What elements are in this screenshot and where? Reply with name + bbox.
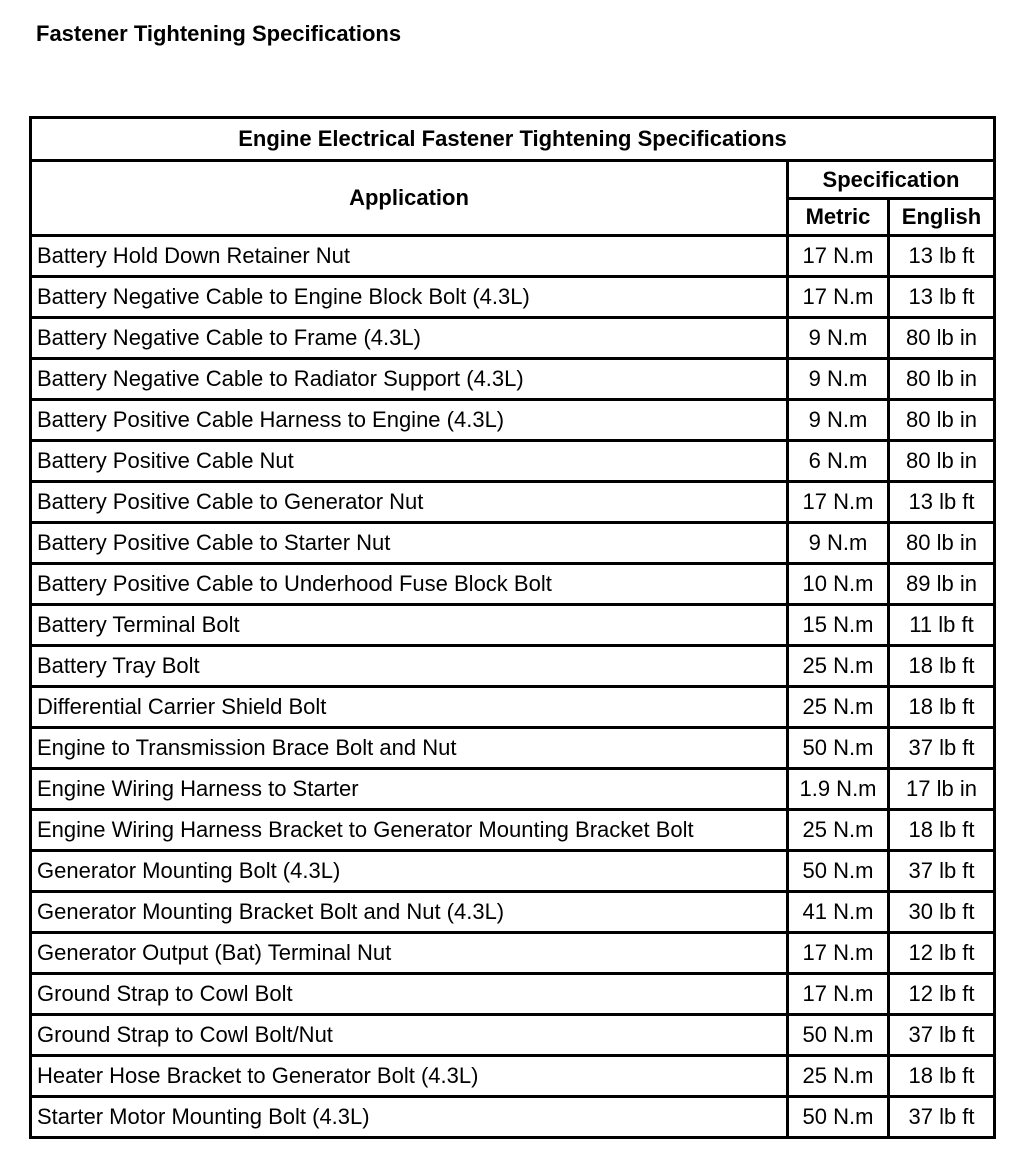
application-cell: Engine Wiring Harness Bracket to Generator Mounting Bracket Bolt [31,810,788,851]
english-cell: 18 lb ft [889,687,995,728]
metric-cell: 50 N.m [788,851,889,892]
metric-cell: 15 N.m [788,605,889,646]
table-row [31,1056,995,1097]
metric-cell: 17 N.m [788,974,889,1015]
english-cell: 12 lb ft [889,974,995,1015]
metric-cell: 9 N.m [788,400,889,441]
english-cell: 37 lb ft [889,728,995,769]
application-cell: Battery Positive Cable to Underhood Fuse Block Bolt [31,564,788,605]
table-row [31,564,995,605]
table-row [31,605,995,646]
english-cell: 80 lb in [889,359,995,400]
metric-cell: 41 N.m [788,892,889,933]
english-cell: 17 lb in [889,769,995,810]
english-cell: 13 lb ft [889,482,995,523]
english-cell: 13 lb ft [889,236,995,277]
english-cell: 80 lb in [889,523,995,564]
spec-table-body [31,236,995,1138]
english-cell: 18 lb ft [889,1056,995,1097]
table-row [31,236,995,277]
application-cell: Generator Output (Bat) Terminal Nut [31,933,788,974]
english-cell: 11 lb ft [889,605,995,646]
table-row [31,1097,995,1138]
english-cell: 37 lb ft [889,1015,995,1056]
application-cell: Differential Carrier Shield Bolt [31,687,788,728]
english-cell: 37 lb ft [889,851,995,892]
application-cell: Battery Positive Cable Nut [31,441,788,482]
metric-cell: 25 N.m [788,1056,889,1097]
metric-cell: 25 N.m [788,810,889,851]
table-row [31,687,995,728]
application-header: Application [31,161,788,236]
metric-cell: 25 N.m [788,646,889,687]
application-cell: Battery Positive Cable to Generator Nut [31,482,788,523]
english-cell: 13 lb ft [889,277,995,318]
application-cell: Battery Positive Cable to Starter Nut [31,523,788,564]
metric-cell: 17 N.m [788,933,889,974]
metric-cell: 10 N.m [788,564,889,605]
table-row [31,1015,995,1056]
application-cell: Battery Positive Cable Harness to Engine (4.3L) [31,400,788,441]
page-heading: Fastener Tightening Specifications [36,21,402,46]
table-row [31,810,995,851]
table-row [31,523,995,564]
table-row [31,482,995,523]
english-cell: 18 lb ft [889,810,995,851]
table-row [31,359,995,400]
english-cell: 30 lb ft [889,892,995,933]
metric-cell: 9 N.m [788,523,889,564]
application-cell: Heater Hose Bracket to Generator Bolt (4.3L) [31,1056,788,1097]
english-cell: 18 lb ft [889,646,995,687]
table-row [31,974,995,1015]
metric-cell: 50 N.m [788,728,889,769]
metric-cell: 9 N.m [788,359,889,400]
application-cell: Battery Terminal Bolt [31,605,788,646]
english-cell: 89 lb in [889,564,995,605]
table-row [31,851,995,892]
application-cell: Engine to Transmission Brace Bolt and Nut [31,728,788,769]
application-cell: Battery Hold Down Retainer Nut [31,236,788,277]
metric-cell: 17 N.m [788,236,889,277]
english-header: English [889,199,995,236]
table-row [31,400,995,441]
table-row [31,892,995,933]
english-cell: 80 lb in [889,400,995,441]
application-cell: Battery Negative Cable to Radiator Support (4.3L) [31,359,788,400]
metric-cell: 17 N.m [788,482,889,523]
spec-table [29,116,996,1139]
metric-cell: 25 N.m [788,687,889,728]
table-row [31,277,995,318]
application-cell: Generator Mounting Bolt (4.3L) [31,851,788,892]
application-cell: Battery Tray Bolt [31,646,788,687]
specification-header: Specification [788,161,995,199]
english-cell: 80 lb in [889,441,995,482]
table-title: Engine Electrical Fastener Tightening Specifications [31,118,995,161]
metric-cell: 6 N.m [788,441,889,482]
application-cell: Engine Wiring Harness to Starter [31,769,788,810]
application-cell: Battery Negative Cable to Frame (4.3L) [31,318,788,359]
metric-cell: 50 N.m [788,1015,889,1056]
metric-cell: 1.9 N.m [788,769,889,810]
application-cell: Generator Mounting Bracket Bolt and Nut (4.3L) [31,892,788,933]
english-cell: 37 lb ft [889,1097,995,1138]
table-row [31,646,995,687]
application-cell: Starter Motor Mounting Bolt (4.3L) [31,1097,788,1138]
table-row [31,441,995,482]
english-cell: 12 lb ft [889,933,995,974]
metric-cell: 9 N.m [788,318,889,359]
metric-cell: 17 N.m [788,277,889,318]
application-cell: Battery Negative Cable to Engine Block Bolt (4.3L) [31,277,788,318]
table-row [31,933,995,974]
table-row [31,728,995,769]
english-cell: 80 lb in [889,318,995,359]
application-cell: Ground Strap to Cowl Bolt [31,974,788,1015]
application-cell: Ground Strap to Cowl Bolt/Nut [31,1015,788,1056]
metric-header: Metric [788,199,889,236]
table-row [31,318,995,359]
table-row [31,769,995,810]
metric-cell: 50 N.m [788,1097,889,1138]
